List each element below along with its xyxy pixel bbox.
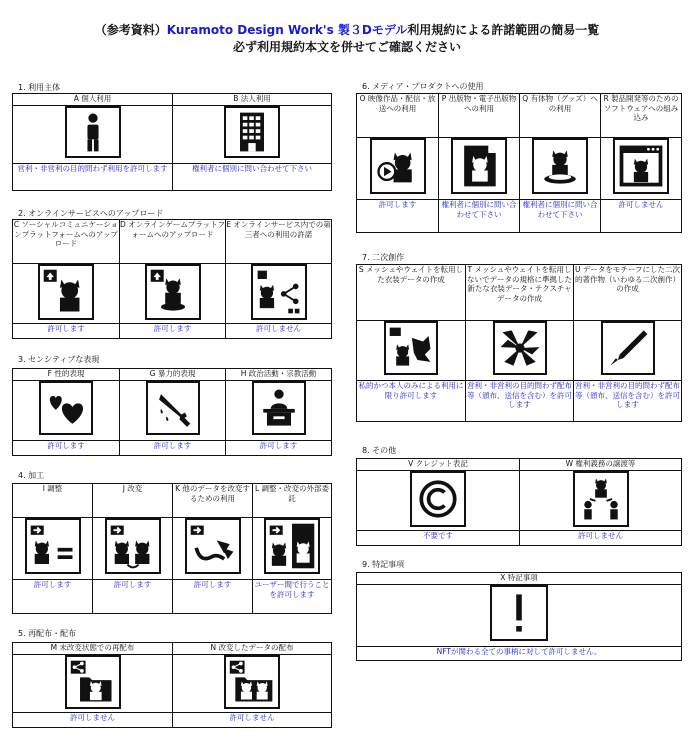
section-5-table [12, 642, 332, 728]
cell-result-O: 許可します [357, 200, 439, 233]
cell-result-P: 権利者に個別に問い合わせて下さい [439, 200, 520, 233]
cell-result-A: 営利・非営利の目的問わず利用を許可します [13, 164, 173, 191]
section-6-table [356, 93, 682, 233]
section-6-heading: 6. メディア・プロダクトへの使用 [362, 82, 484, 91]
section-3-table [12, 368, 332, 456]
section-7-table [356, 264, 682, 422]
copyright-icon [410, 471, 466, 527]
mesh-weight-icon [384, 321, 438, 375]
cell-result-E: 許可しません [226, 324, 332, 339]
cell-result-V: 不要です [357, 531, 520, 546]
publication-icon [451, 138, 507, 194]
cell-label-I: I 調整 [13, 484, 93, 518]
cell-label-W: W 権利義務の譲渡等 [520, 459, 682, 471]
cell-result-W: 許可しません [520, 531, 682, 546]
cell-label-P: P 出版物・電子出版物への利用 [439, 94, 520, 138]
transform-icon [185, 518, 241, 574]
ribbon-texture-icon [493, 321, 547, 375]
section-5-heading: 5. 再配布・配布 [18, 629, 77, 638]
cell-label-V: V クレジット表記 [357, 459, 520, 471]
title-subtitle: 必ず利用規約本文を併せてご確認ください [232, 40, 461, 54]
cell-label-O: O 映像作品・配信・放送への利用 [357, 94, 439, 138]
cell-result-X: NFTが関わる全ての事柄に対して許可しません。 [357, 647, 682, 661]
cell-label-N: N 改変したデータの配布 [173, 643, 332, 655]
cell-label-A: A 個人利用 [13, 94, 173, 106]
outsource-icon [264, 518, 320, 574]
section-7-heading: 7. 二次創作 [362, 253, 405, 262]
cell-result-R: 許可しません [601, 200, 682, 233]
share-avatar-icon [251, 264, 307, 320]
cell-label-X: X 特記事項 [357, 573, 682, 585]
cell-result-C: 許可します [13, 324, 120, 339]
cell-label-R: R 製品開発等のためのソフトウェアへの組み込み [601, 94, 682, 138]
cell-result-J: 許可します [93, 580, 173, 614]
section-1-heading: 1. 利用主体 [18, 83, 61, 92]
title-suffix: 利用規約による許諾範囲の簡易一覧 [407, 23, 600, 37]
software-window-icon [613, 138, 669, 194]
cell-label-Q: Q 有体物（グッズ）への利用 [520, 94, 601, 138]
cell-result-H: 許可します [226, 441, 332, 456]
video-play-icon [370, 138, 426, 194]
cell-result-I: 許可します [13, 580, 93, 614]
exclamation-icon [490, 585, 548, 641]
section-8-table [356, 458, 682, 546]
share-folder-icon [65, 655, 121, 709]
cell-result-D: 許可します [120, 324, 226, 339]
cell-result-Q: 権利者に個別に問い合わせて下さい [520, 200, 601, 233]
cell-result-S: 私的かつ本人のみによる利用に限り許可します [357, 381, 466, 422]
section-2-table [12, 219, 332, 339]
section-1-table [12, 93, 332, 191]
figure-goods-icon [532, 138, 588, 194]
title-brand: Kuramoto Design Work's 製３Dモデル [166, 23, 408, 37]
section-2-heading: 2. オンラインサービスへのアップロード [18, 209, 164, 218]
cell-result-U: 営利・非営利の目的問わず配布等（頒布、送信を含む）を許可します [574, 381, 682, 422]
title-prefix: （参考資料） [94, 23, 167, 37]
cell-label-B: B 法人利用 [173, 94, 332, 106]
cell-label-K: K 他のデータを改変するための利用 [173, 484, 253, 518]
game-avatar-icon [145, 264, 201, 320]
section-3-heading: 3. センシティブな表現 [18, 355, 100, 364]
office-building-icon [224, 106, 280, 158]
cell-result-F: 許可します [13, 441, 120, 456]
cell-label-C: C ソーシャルコミュニケーションプラットフォームへのアップロード [13, 220, 120, 264]
adjust-equal-icon [25, 518, 81, 574]
cell-result-G: 許可します [120, 441, 226, 456]
cell-label-T: T メッシュやウェイトを転用しないでデータの規格に準拠した新たな衣装データ・テクスチャデータの作成 [466, 265, 574, 321]
cell-result-N: 許可しません [173, 713, 332, 728]
transfer-rights-icon [573, 471, 629, 527]
cell-label-G: G 暴力的表現 [120, 369, 226, 381]
section-4-table [12, 483, 332, 614]
section-9-table [356, 572, 682, 661]
cell-label-L: L 調整・改変の外部委託 [253, 484, 332, 518]
pen-nib-icon [601, 321, 655, 375]
section-4-heading: 4. 加工 [18, 471, 45, 480]
upload-avatar-icon [38, 264, 94, 320]
cell-result-B: 権利者に個別に問い合わせて下さい [173, 164, 332, 191]
share-modified-folder-icon [224, 655, 280, 709]
cell-result-T: 営利・非営利の目的問わず配布等（頒布、送信を含む）を許可します [466, 381, 574, 422]
cell-label-S: S メッシュやウェイトを転用した衣装データの作成 [357, 265, 466, 321]
hearts-icon [39, 381, 93, 435]
cell-label-M: M 未改変状態での再配布 [13, 643, 173, 655]
cell-label-U: U データをモチーフにした二次的著作物（いわゆる二次創作）の作成 [574, 265, 682, 321]
cell-label-D: D オンラインゲームプラットフォームへのアップロード [120, 220, 226, 264]
cell-label-J: J 改変 [93, 484, 173, 518]
section-9-heading: 9. 特記事項 [362, 560, 405, 569]
section-8-heading: 8. その他 [362, 446, 397, 455]
cell-label-E: E オンラインサービス内での第三者への利用の許諾 [226, 220, 332, 264]
cell-label-F: F 性的表現 [13, 369, 120, 381]
modify-icon [105, 518, 161, 574]
person-icon [65, 106, 121, 158]
cell-result-M: 許可しません [13, 713, 173, 728]
cell-label-H: H 政治活動・宗教活動 [226, 369, 332, 381]
cell-result-L: ユーザー間で行うことを許可します [253, 580, 332, 614]
cell-result-K: 許可します [173, 580, 253, 614]
podium-speaker-icon [252, 381, 306, 435]
document-title [0, 22, 694, 56]
knife-icon [146, 381, 200, 435]
